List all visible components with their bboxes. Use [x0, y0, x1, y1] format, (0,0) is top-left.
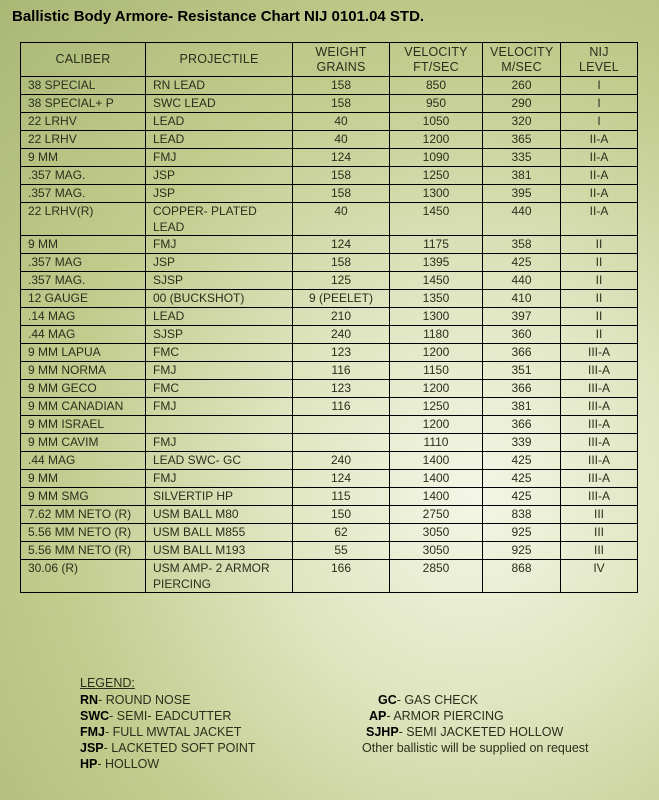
cell-caliber: 9 MM NORMA: [21, 362, 146, 380]
cell-velocity-m: 425: [483, 470, 561, 488]
cell-weight: [293, 416, 390, 434]
cell-level: III-A: [561, 416, 638, 434]
cell-projectile: FMC: [146, 380, 293, 398]
cell-velocity-ft: 1050: [390, 113, 483, 131]
legend-heading: LEGEND:: [80, 676, 135, 690]
cell-level: III-A: [561, 362, 638, 380]
cell-weight: 40: [293, 113, 390, 131]
table-row: [21, 362, 638, 380]
cell-caliber: 22 LRHV: [21, 131, 146, 149]
cell-projectile: USM BALL M193: [146, 542, 293, 560]
cell-projectile: FMC: [146, 344, 293, 362]
cell-caliber: .357 MAG.: [21, 272, 146, 290]
cell-velocity-ft: 1090: [390, 149, 483, 167]
cell-weight: 150: [293, 506, 390, 524]
table-row: [21, 452, 638, 470]
cell-velocity-m: 440: [483, 203, 561, 236]
table-row: [21, 542, 638, 560]
table-row: [21, 470, 638, 488]
cell-level: II-A: [561, 203, 638, 236]
cell-velocity-ft: 1400: [390, 452, 483, 470]
cell-level: I: [561, 77, 638, 95]
cell-velocity-ft: 2750: [390, 506, 483, 524]
cell-projectile: USM BALL M80: [146, 506, 293, 524]
cell-velocity-m: 868: [483, 560, 561, 593]
cell-velocity-m: 351: [483, 362, 561, 380]
cell-velocity-ft: 1400: [390, 470, 483, 488]
cell-velocity-m: 290: [483, 95, 561, 113]
cell-velocity-ft: 1450: [390, 203, 483, 236]
cell-weight: 124: [293, 470, 390, 488]
cell-weight: 210: [293, 308, 390, 326]
cell-velocity-ft: 1200: [390, 416, 483, 434]
table-row: [21, 308, 638, 326]
cell-projectile: USM BALL M855: [146, 524, 293, 542]
page-title: Ballistic Body Armore- Resistance Chart NIJ 0101.04 STD.: [12, 8, 425, 25]
cell-caliber: 5.56 MM NETO (R): [21, 524, 146, 542]
cell-velocity-m: 365: [483, 131, 561, 149]
cell-projectile: 00 (BUCKSHOT): [146, 290, 293, 308]
cell-caliber: 9 MM: [21, 236, 146, 254]
cell-caliber: 9 MM SMG: [21, 488, 146, 506]
cell-caliber: .14 MAG: [21, 308, 146, 326]
cell-projectile: RN LEAD: [146, 77, 293, 95]
header-nij-level: NIJ LEVEL: [561, 43, 638, 77]
cell-caliber: 9 MM GECO: [21, 380, 146, 398]
cell-velocity-ft: 1180: [390, 326, 483, 344]
cell-weight: 40: [293, 203, 390, 236]
cell-velocity-ft: 2850: [390, 560, 483, 593]
legend-item-rn: RN- ROUND NOSE: [80, 693, 191, 707]
cell-level: II: [561, 236, 638, 254]
cell-level: III-A: [561, 452, 638, 470]
cell-weight: 158: [293, 167, 390, 185]
cell-level: III-A: [561, 398, 638, 416]
cell-velocity-ft: 1175: [390, 236, 483, 254]
cell-velocity-ft: 1350: [390, 290, 483, 308]
table-row: [21, 560, 638, 593]
cell-velocity-ft: 1300: [390, 185, 483, 203]
table-row: [21, 290, 638, 308]
table-row: [21, 488, 638, 506]
cell-projectile: FMJ: [146, 362, 293, 380]
cell-velocity-m: 358: [483, 236, 561, 254]
cell-velocity-m: 440: [483, 272, 561, 290]
cell-caliber: 22 LRHV: [21, 113, 146, 131]
cell-projectile: LEAD: [146, 113, 293, 131]
cell-velocity-m: 260: [483, 77, 561, 95]
cell-level: III-A: [561, 470, 638, 488]
cell-level: I: [561, 113, 638, 131]
table-header-row: [21, 43, 638, 77]
cell-weight: 124: [293, 149, 390, 167]
table-row: [21, 167, 638, 185]
cell-projectile: FMJ: [146, 398, 293, 416]
cell-velocity-ft: 1110: [390, 434, 483, 452]
table-row: [21, 398, 638, 416]
cell-velocity-m: 381: [483, 167, 561, 185]
cell-weight: 40: [293, 131, 390, 149]
cell-velocity-ft: 3050: [390, 542, 483, 560]
cell-velocity-ft: 1450: [390, 272, 483, 290]
cell-weight: 55: [293, 542, 390, 560]
header-velocity-m-sec: VELOCITY M/SEC: [483, 43, 561, 77]
table-row: [21, 326, 638, 344]
cell-weight: 116: [293, 398, 390, 416]
cell-velocity-ft: 850: [390, 77, 483, 95]
cell-caliber: .357 MAG.: [21, 167, 146, 185]
cell-level: III: [561, 506, 638, 524]
table-row: [21, 77, 638, 95]
cell-weight: 158: [293, 254, 390, 272]
cell-caliber: 9 MM LAPUA: [21, 344, 146, 362]
cell-caliber: .44 MAG: [21, 326, 146, 344]
table-row: [21, 131, 638, 149]
table-row: [21, 524, 638, 542]
cell-velocity-ft: 1250: [390, 398, 483, 416]
cell-velocity-m: 410: [483, 290, 561, 308]
cell-level: II: [561, 308, 638, 326]
cell-level: II-A: [561, 149, 638, 167]
cell-velocity-m: 397: [483, 308, 561, 326]
header-caliber: CALIBER: [21, 43, 146, 77]
cell-level: II: [561, 290, 638, 308]
cell-velocity-m: 425: [483, 452, 561, 470]
cell-weight: 123: [293, 344, 390, 362]
cell-velocity-ft: 950: [390, 95, 483, 113]
cell-weight: 116: [293, 362, 390, 380]
cell-velocity-ft: 1395: [390, 254, 483, 272]
cell-caliber: 9 MM CANADIAN: [21, 398, 146, 416]
cell-velocity-ft: 1150: [390, 362, 483, 380]
cell-projectile: FMJ: [146, 236, 293, 254]
cell-velocity-m: 366: [483, 380, 561, 398]
cell-level: II-A: [561, 185, 638, 203]
cell-level: II-A: [561, 131, 638, 149]
cell-weight: 158: [293, 95, 390, 113]
cell-velocity-m: 339: [483, 434, 561, 452]
cell-level: III-A: [561, 344, 638, 362]
cell-projectile: USM AMP- 2 ARMOR PIERCING: [146, 560, 293, 593]
cell-level: III-A: [561, 434, 638, 452]
table-row: [21, 95, 638, 113]
cell-velocity-ft: 1200: [390, 131, 483, 149]
cell-caliber: 38 SPECIAL: [21, 77, 146, 95]
cell-level: II: [561, 272, 638, 290]
cell-projectile: LEAD SWC- GC: [146, 452, 293, 470]
cell-velocity-m: 360: [483, 326, 561, 344]
cell-projectile: JSP: [146, 185, 293, 203]
cell-projectile: SJSP: [146, 326, 293, 344]
cell-projectile: SILVERTIP HP: [146, 488, 293, 506]
cell-projectile: LEAD: [146, 131, 293, 149]
cell-weight: 166: [293, 560, 390, 593]
cell-projectile: JSP: [146, 167, 293, 185]
cell-velocity-ft: 1200: [390, 344, 483, 362]
table-row: [21, 254, 638, 272]
header-projectile: PROJECTILE: [146, 43, 293, 77]
cell-caliber: 38 SPECIAL+ P: [21, 95, 146, 113]
header-weight-grains: WEIGHT GRAINS: [293, 43, 390, 77]
table-row: [21, 149, 638, 167]
cell-projectile: FMJ: [146, 470, 293, 488]
table-row: [21, 380, 638, 398]
legend-item-swc: SWC- SEMI- EADCUTTER: [80, 709, 232, 723]
table-row: [21, 434, 638, 452]
cell-velocity-ft: 1250: [390, 167, 483, 185]
cell-level: II: [561, 326, 638, 344]
cell-velocity-m: 335: [483, 149, 561, 167]
cell-caliber: .357 MAG.: [21, 185, 146, 203]
table-row: [21, 506, 638, 524]
cell-velocity-ft: 3050: [390, 524, 483, 542]
table-row: [21, 416, 638, 434]
cell-velocity-m: 366: [483, 344, 561, 362]
cell-level: IV: [561, 560, 638, 593]
cell-projectile: [146, 416, 293, 434]
table-row: [21, 236, 638, 254]
cell-weight: 240: [293, 326, 390, 344]
cell-caliber: 7.62 MM NETO (R): [21, 506, 146, 524]
cell-level: I: [561, 95, 638, 113]
cell-caliber: 5.56 MM NETO (R): [21, 542, 146, 560]
cell-weight: 62: [293, 524, 390, 542]
legend-item-sjhp: SJHP- SEMI JACKETED HOLLOW: [366, 725, 564, 739]
cell-caliber: 9 MM CAVIM: [21, 434, 146, 452]
cell-projectile: SWC LEAD: [146, 95, 293, 113]
table-row: [21, 344, 638, 362]
table-row: [21, 272, 638, 290]
cell-weight: 240: [293, 452, 390, 470]
cell-level: II: [561, 254, 638, 272]
cell-projectile: JSP: [146, 254, 293, 272]
resistance-chart-table: [20, 42, 638, 593]
cell-caliber: .357 MAG: [21, 254, 146, 272]
legend-item-gc: GC- GAS CHECK: [378, 693, 479, 707]
cell-level: III-A: [561, 488, 638, 506]
table-row: [21, 113, 638, 131]
cell-level: III-A: [561, 380, 638, 398]
cell-projectile: FMJ: [146, 434, 293, 452]
cell-caliber: 9 MM: [21, 470, 146, 488]
cell-weight: 9 (PEELET): [293, 290, 390, 308]
cell-velocity-m: 381: [483, 398, 561, 416]
cell-velocity-ft: 1200: [390, 380, 483, 398]
cell-weight: 158: [293, 185, 390, 203]
cell-caliber: 12 GAUGE: [21, 290, 146, 308]
cell-weight: 115: [293, 488, 390, 506]
cell-caliber: .44 MAG: [21, 452, 146, 470]
cell-velocity-m: 925: [483, 524, 561, 542]
legend-item-hp: HP- HOLLOW: [80, 757, 160, 771]
cell-weight: 123: [293, 380, 390, 398]
cell-velocity-m: 366: [483, 416, 561, 434]
cell-velocity-m: 320: [483, 113, 561, 131]
cell-weight: [293, 434, 390, 452]
cell-level: III: [561, 524, 638, 542]
table-row: [21, 203, 638, 236]
cell-velocity-m: 838: [483, 506, 561, 524]
cell-weight: 158: [293, 77, 390, 95]
cell-caliber: 22 LRHV(R): [21, 203, 146, 236]
cell-velocity-ft: 1300: [390, 308, 483, 326]
cell-level: III: [561, 542, 638, 560]
cell-weight: 124: [293, 236, 390, 254]
cell-velocity-m: 425: [483, 254, 561, 272]
cell-projectile: SJSP: [146, 272, 293, 290]
cell-projectile: COPPER- PLATED LEAD: [146, 203, 293, 236]
legend-item-jsp: JSP- LACKETED SOFT POINT: [80, 741, 256, 755]
header-velocity-ft-sec: VELOCITY FT/SEC: [390, 43, 483, 77]
legend-item-fmj: FMJ- FULL MWTAL JACKET: [80, 725, 242, 739]
cell-weight: 125: [293, 272, 390, 290]
legend-note: Other ballistic will be supplied on request: [362, 741, 589, 755]
legend-item-ap: AP- ARMOR PIERCING: [369, 709, 504, 723]
cell-projectile: FMJ: [146, 149, 293, 167]
cell-level: II-A: [561, 167, 638, 185]
cell-caliber: 30.06 (R): [21, 560, 146, 593]
table-row: [21, 185, 638, 203]
cell-velocity-ft: 1400: [390, 488, 483, 506]
cell-velocity-m: 925: [483, 542, 561, 560]
cell-projectile: LEAD: [146, 308, 293, 326]
cell-caliber: 9 MM ISRAEL: [21, 416, 146, 434]
cell-velocity-m: 425: [483, 488, 561, 506]
cell-caliber: 9 MM: [21, 149, 146, 167]
cell-velocity-m: 395: [483, 185, 561, 203]
